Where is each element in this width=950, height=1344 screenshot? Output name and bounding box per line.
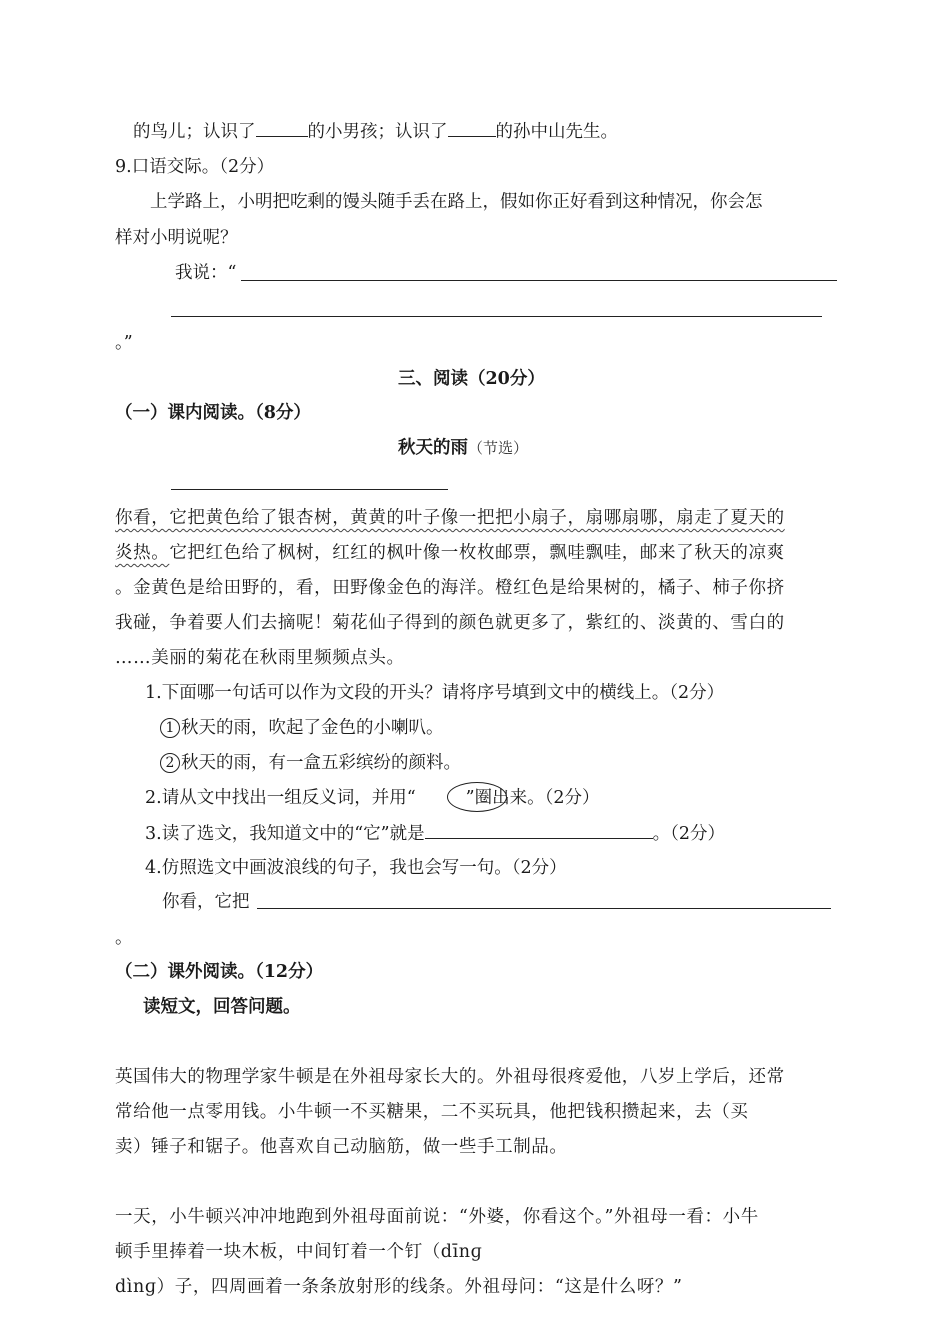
passage-text: 它把红色给了枫树，红红的枫叶像一枚枚邮票，飘哇飘哇，邮来了秋天的凉爽	[169, 543, 785, 563]
passage-line: 卖）锤子和锯子。他喜欢自己动脑筋，做一些手工制品。	[115, 1137, 568, 1157]
question-9-prompt: 样对小明说呢？	[115, 228, 238, 248]
passage-line: 常给他一点零用钱。小牛顿一不买糖果，二不买玩具，他把钱积攒起来，去（买	[115, 1102, 749, 1122]
circled-number: 2	[160, 753, 180, 773]
question-1: 1.下面哪一句话可以作为文段的开头？请将序号填到文中的横线上。（2分）	[145, 683, 725, 703]
question-text: 3.读了选文，我知道文中的“它”就是	[145, 824, 425, 844]
passage-line: 。金黄色是给田野的，看，田野像金色的海洋。橙红色是给果树的，橘子、柿子你挤	[115, 578, 785, 598]
text-segment: 的孙中山先生。	[495, 122, 618, 142]
answer-line[interactable]	[257, 908, 831, 909]
answer-blank[interactable]	[256, 118, 308, 137]
passage-title	[398, 435, 528, 461]
oval-circle-icon	[447, 782, 507, 812]
text-segment: 的鸟儿；认识了	[133, 122, 256, 142]
option-text: 秋天的雨，吹起了金色的小喇叭。	[181, 718, 444, 738]
fill-blank-line	[133, 118, 618, 145]
passage-line: dìnɡ）子，四周画着一条条放射形的线条。外祖母问：“这是什么呀？”	[115, 1277, 683, 1297]
passage-line: 顿手里捧着一块木板，中间钉着一个钉（dīnɡ	[115, 1242, 483, 1262]
question-text: 2.请从文中找出一组反义词，并用“	[145, 788, 416, 808]
option-1[interactable]	[160, 715, 444, 741]
section-heading: 三、阅读（20分）	[398, 369, 545, 389]
answer-blank[interactable]	[425, 820, 653, 839]
question-2	[145, 785, 600, 811]
title-text: 秋天的雨	[398, 438, 468, 458]
part-heading: （二）课外阅读。（12分）	[115, 962, 324, 982]
question-text: ”圈出来。（2分）	[465, 788, 600, 808]
question-4: 4.仿照选文中画波浪线的句子，我也会写一句。（2分）	[145, 858, 567, 878]
instruction: 读短文，回答问题。	[143, 997, 301, 1017]
answer-close-quote: 。”	[115, 333, 133, 353]
question-3	[145, 820, 725, 847]
option-text: 秋天的雨，有一盒五彩缤纷的颜料。	[181, 753, 461, 773]
passage-line: ……美丽的菊花在秋雨里频频点头。	[115, 648, 405, 668]
wavy-underlined-sentence: 炎热。	[115, 543, 170, 563]
answer-line[interactable]	[241, 280, 837, 281]
question-9-title: 9.口语交际。（2分）	[115, 157, 275, 177]
answer-end: 。	[115, 928, 133, 948]
answer-line[interactable]	[171, 316, 822, 317]
option-2[interactable]	[160, 750, 461, 776]
title-note: （节选）	[468, 439, 529, 457]
passage-line: 我碰，争着要人们去摘呢！菊花仙子得到的颜色就更多了，紫红的、淡黄的、雪白的	[115, 613, 785, 633]
question-text: 。（2分）	[652, 824, 725, 844]
answer-line[interactable]	[171, 489, 448, 490]
answer-blank[interactable]	[448, 118, 496, 137]
passage-line: 一天，小牛顿兴冲冲地跑到外祖母面前说：“外婆，你看这个。”外祖母一看：小牛	[115, 1207, 759, 1227]
circled-number: 1	[160, 718, 180, 738]
passage-line	[115, 505, 785, 531]
passage-line	[115, 540, 785, 566]
answer-prefix: 你看，它把	[162, 892, 250, 912]
part-heading: （一）课内阅读。（8分）	[115, 403, 311, 423]
answer-prefix: 我说：“	[175, 263, 237, 283]
wavy-underlined-sentence: 你看，它把黄色给了银杏树，黄黄的叶子像一把把小扇子，扇哪扇哪，扇走了夏天的	[115, 508, 785, 528]
passage-line: 英国伟大的物理学家牛顿是在外祖母家长大的。外祖母很疼爱他，八岁上学后，还常	[115, 1067, 785, 1087]
question-9-prompt: 上学路上，小明把吃剩的馒头随手丢在路上，假如你正好看到这种情况，你会怎	[150, 192, 763, 212]
text-segment: 的小男孩；认识了	[307, 122, 448, 142]
